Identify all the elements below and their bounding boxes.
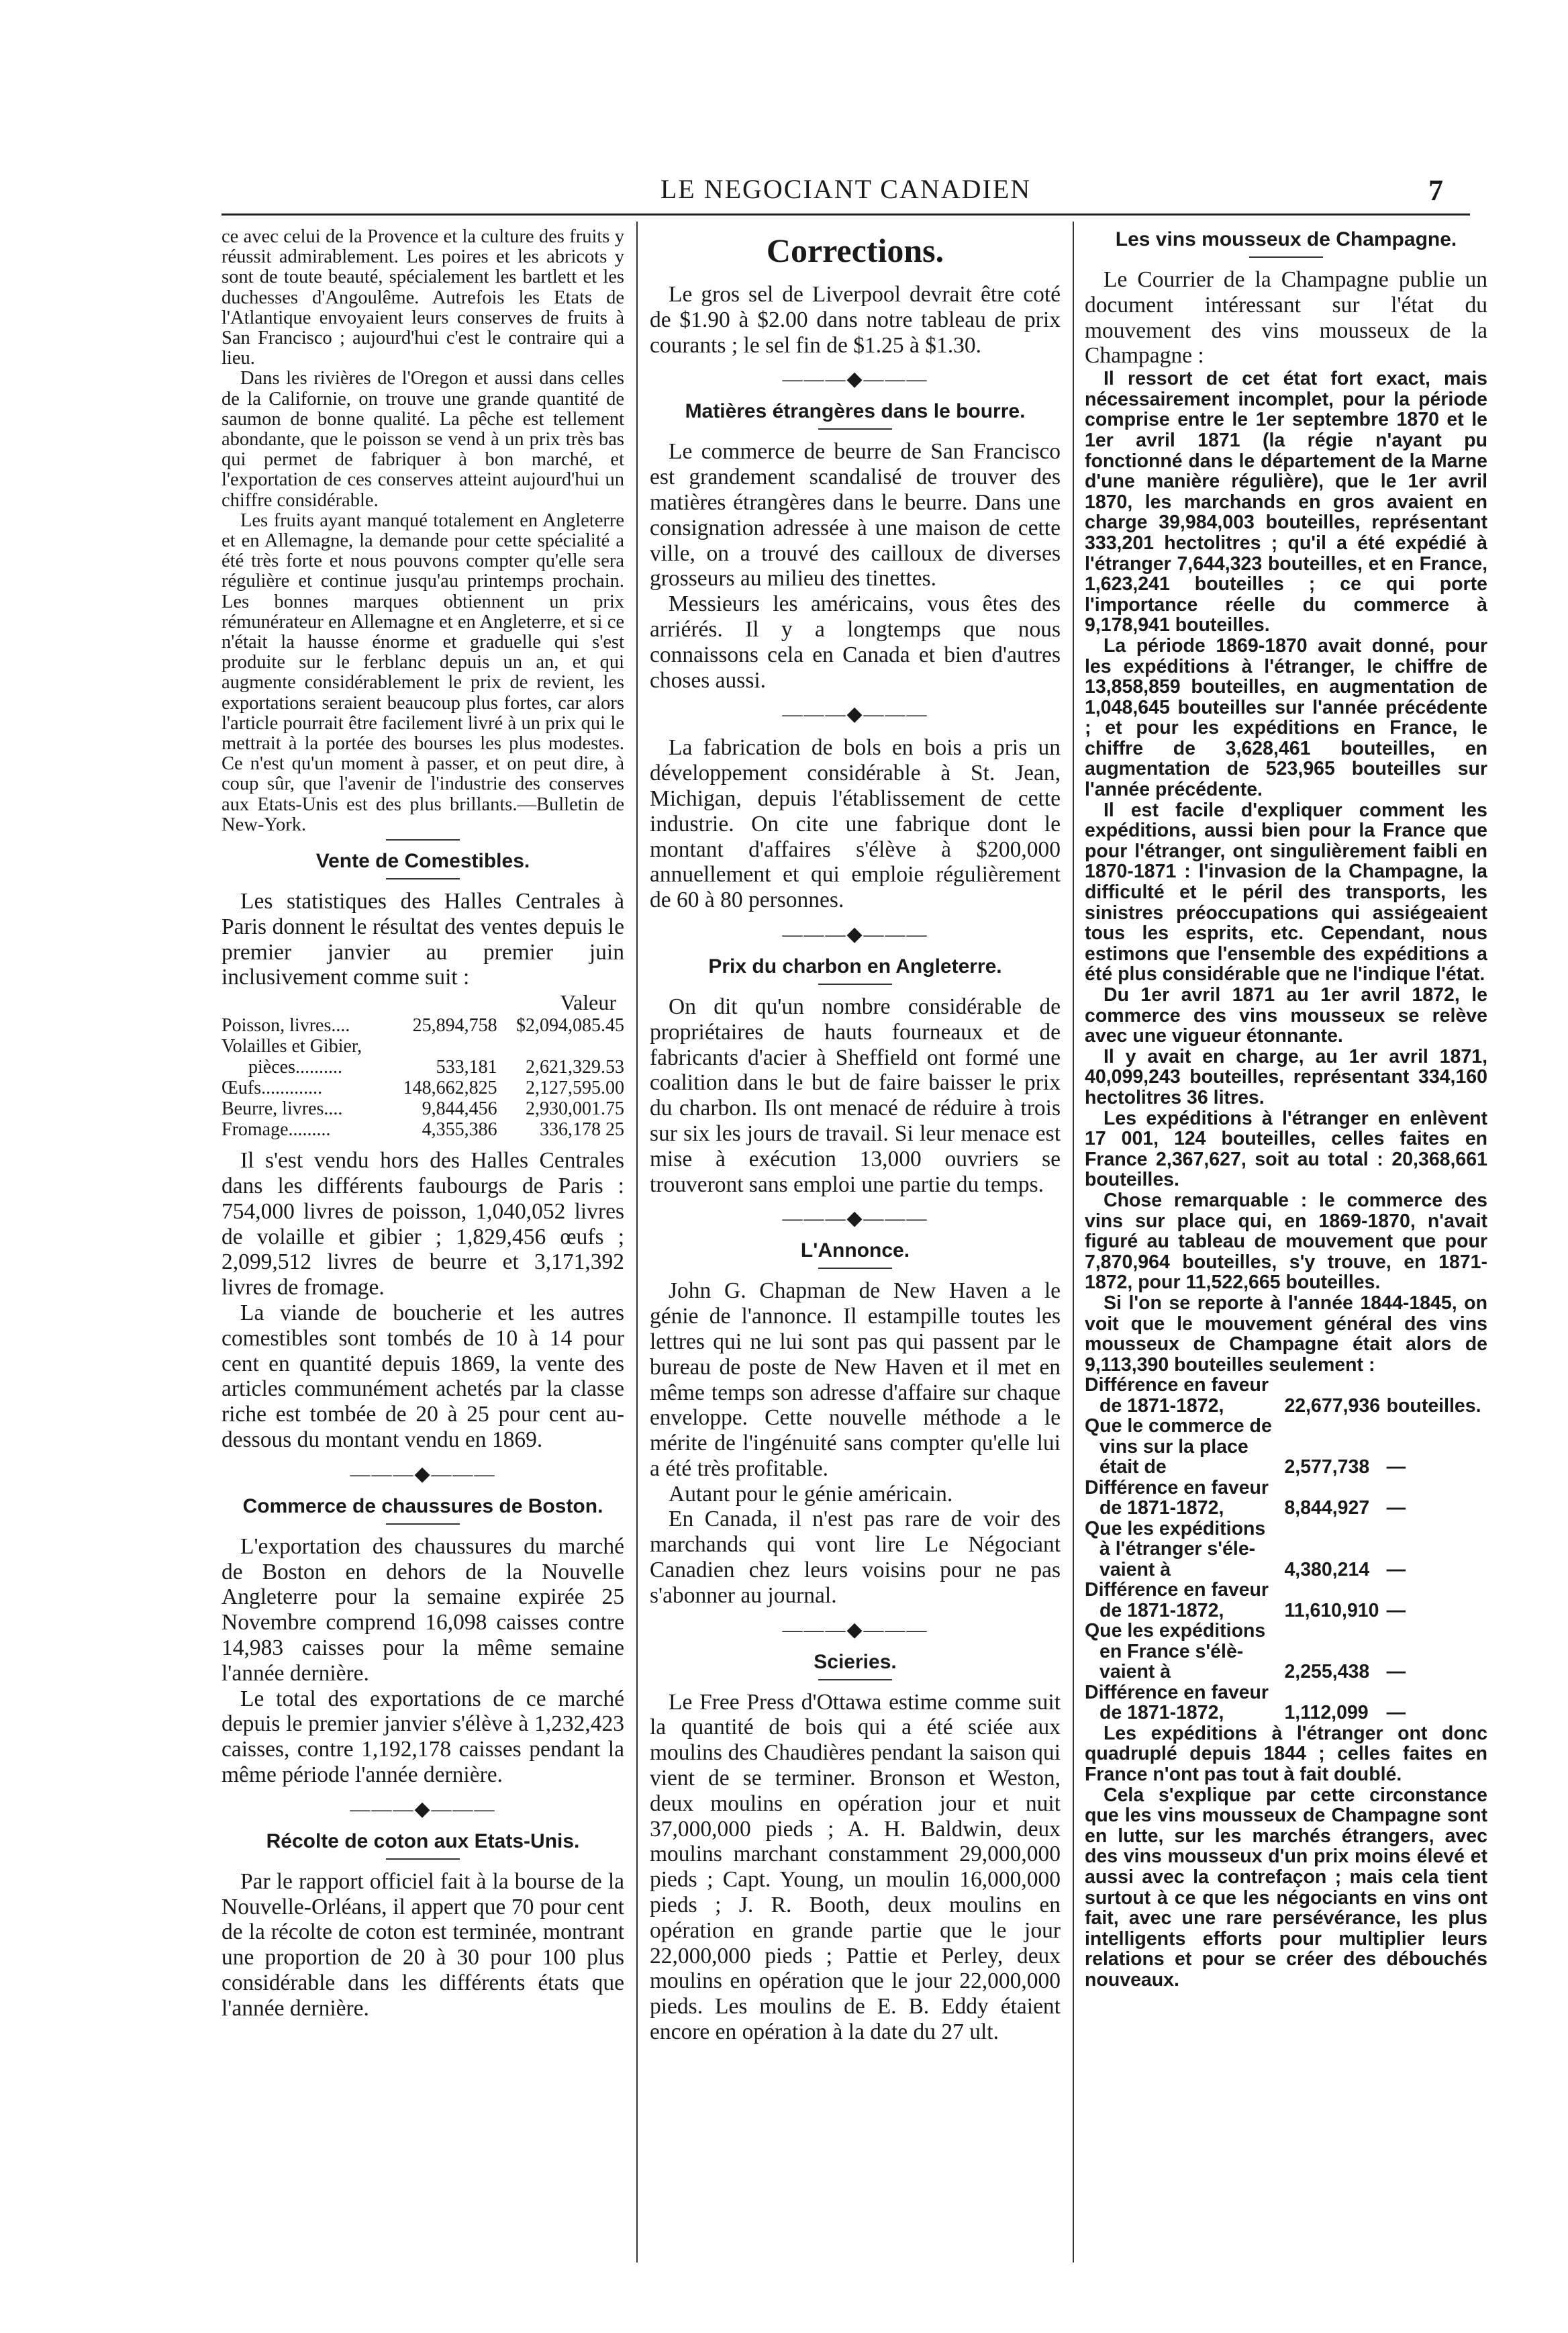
column-1 xyxy=(222,227,624,2266)
ornament-divider: ———◆——— xyxy=(782,1618,928,1641)
table-row: Différence en faveur de 1871-1872, 8,844,927 — xyxy=(1085,1476,1406,1519)
value-column-header: Valeur xyxy=(560,990,616,1015)
running-head xyxy=(222,173,1470,213)
paragraph: Cela s'explique par cette circonstance que les vins mousseux de Champagne sont en lutte, sur les marchés étrangers, avec des vins mousseux d'un prix moins élevé et aussi avec la contrefaçon ; mais cela tient surtout à ce que les négociants en vins ont fait, avec une rare persévérance, les plus intelligents efforts pour multiplier leurs relations et pour se créer des débouchés nouveaux. xyxy=(1085,1784,1487,1991)
heading-rule xyxy=(818,1679,892,1680)
paragraph: La fabrication de bols en bois a pris un développement considérable à St. Jean, Michigan, depuis l'établissement de cette industrie. On cite une fabrique dont le montant d'affaires s'élève à $200,000 annuellement et qui emploie régulièrement de 60 à 80 personnes. xyxy=(650,735,1061,913)
heading-matieres-etrangeres: Matières étrangères dans le bourre. xyxy=(685,400,1026,423)
heading-rule xyxy=(818,428,892,430)
section-rule xyxy=(386,839,460,841)
heading-vente-comestibles: Vente de Comestibles. xyxy=(315,850,530,873)
paragraph: Le Courrier de la Champagne publie un document intéressant sur l'état du mouvement des vins mousseux de la Champagne : xyxy=(1085,267,1487,369)
paragraph: Le commerce de beurre de San Francisco est grandement scandalisé de trouver des matières étrangères dans le beurre. Dans une consignation adressée à une maison de cette ville, on a trouvé des cailloux de diverses grosseurs au milieu des tinettes. xyxy=(650,439,1061,591)
heading-rule xyxy=(818,984,892,985)
paragraph: Chose remarquable : le commerce des vins sur place qui, en 1869-1870, n'avait figuré au tableau de mouvement que pour 7,870,964 bouteilles, s'y trouve, en 1871-1872, pour 11,522,665 bouteilles. xyxy=(1085,1189,1487,1294)
paragraph: Si l'on se reporte à l'année 1844-1845, on voit que le mouvement général des vins mousseux de Champagne était alors de 9,113,390 bouteilles seulement : xyxy=(1085,1292,1487,1376)
table-row: Différence en faveur de 1871-1872, 11,610,910 — xyxy=(1085,1579,1406,1621)
table-row: Différence en faveur de 1871-1872, 1,112,099 — xyxy=(1085,1681,1406,1724)
column-2 xyxy=(650,227,1061,2266)
ornament-divider: ———◆——— xyxy=(350,1462,496,1485)
ornament-divider: ———◆——— xyxy=(782,1207,928,1230)
paragraph: L'exportation des chaussures du marché de Boston en dehors de la Nouvelle Angleterre pour la semaine expirée 25 Novembre comprend 16,098 caisses contre 14,983 caisses pour la même semaine l'année dernière. xyxy=(222,1533,624,1686)
paragraph: On dit qu'un nombre considérable de propriétaires de hauts fourneaux et de fabricants d'acier à Sheffield ont formé une coalition dans le but de faire baisser le prix du charbon. Ils ont menacé de réduire à trois sur six les jours de travail. Si leur menace est mise à exécution 13,000 ouvriers se trouveront sans emploi une partie du temps. xyxy=(650,994,1061,1197)
heading-rule xyxy=(818,1268,892,1269)
header-rule xyxy=(222,213,1470,216)
heading-rule xyxy=(386,1523,460,1525)
paragraph: Il est facile d'expliquer comment les expéditions, aussi bien pour la France que pour l'étranger, ont singulièrement faibli en 1870-1871 : l'invasion de la Champagne, la difficulté et le péril des transports, les sinistres préoccupations qui assiégeaient tous les esprits, etc. Cependant, nous estimons que l'ensemble des expéditions a été plus considérable que ne l'indique l'état. xyxy=(1085,799,1487,986)
ornament-divider: ———◆——— xyxy=(350,1797,496,1820)
article-continuation: ce avec celui de la Provence et la culture des fruits y réussit admirablement. Les poires et les abricots y sont de toute beauté, spécialement les bartlett et les duchesses d'Angoulême. Autrefois les Etats de l'Atlantique envoyaient leurs conserves de fruits à San Francisco ; aujourd'hui c'est le contraire qui a lieu. xyxy=(222,227,624,369)
paragraph: Il ressort de cet état fort exact, mais nécessairement incomplet, pour la période comprise entre le 1er septembre 1870 et le 1er avril 1871 (la régie n'ayant pu fonctionné dans le département de la Marne d'une manière régulière), que le 1er avril 1870, les marchands en gros avaient en charge 39,984,003 bouteilles, représentant 333,201 hectolitres ; qu'il a été expédié à l'étranger 7,644,323 bouteilles, et en France, 1,623,241 bouteilles ; ce qui porte l'importance réelle du commerce à 9,178,941 bouteilles. xyxy=(1085,368,1487,636)
heading-charbon: Prix du charbon en Angleterre. xyxy=(708,955,1002,978)
table-row: Fromage......... 4,355,386 336,178 25 xyxy=(222,1119,624,1141)
page-number: 7 xyxy=(1428,174,1443,207)
heading-rule xyxy=(386,1858,460,1860)
paragraph: John G. Chapman de New Haven a le génie de l'annonce. Il estampille toutes les lettres qui ne lui sont pas qui passent par le bureau de poste de New Haven et il met en même temps son adresse d'affaire sur chaque enveloppe. Cette nouvelle méthode a le mérite de l'ingénuité sans compter qu'elle lui a été très profitable. xyxy=(650,1278,1061,1481)
table-row: Œufs............. 148,662,825 2,127,595.00 xyxy=(222,1078,624,1099)
paragraph: Les fruits ayant manqué totalement en Angleterre et en Allemagne, la demande pour cette spécialité a été très forte et nous pouvons compter qu'elle sera régulière et continue jusqu'au printemps prochain. Les bonnes marques obtiennent un prix rémunérateur en Allemagne et en Angleterre, et si ce n'était la hausse énorme et graduelle qui s'est produite sur le ferblanc depuis un an, et qui augmente considérablement le prix de revient, les exportations seraient beaucoup plus fortes, car alors l'article pourrait être facilement livré à un prix qui le mettrait à la portée des bourses les plus modestes. Ce n'est qu'un moment à passer, et on peut dire, à coup sûr, que l'avenir de l'industrie des conserves aux Etats-Unis est des plus brillants.—Bulletin de New-York. xyxy=(222,510,624,835)
paragraph: La viande de boucherie et les autres comestibles sont tombés de 10 à 14 pour cent en quantité depuis 1869, la vente des articles communément achetés par la classe riche est tombée de 20 à 25 pour cent au-dessous du montant vendu en 1869. xyxy=(222,1300,624,1453)
paragraph: Le gros sel de Liverpool devrait être coté de $1.90 à $2.00 dans notre tableau de prix courants ; le sel fin de $1.25 à $1.30. xyxy=(650,282,1061,358)
sales-table xyxy=(222,1015,624,1140)
table-row: pièces.......... 533,181 2,621,329.53 xyxy=(248,1057,624,1078)
paragraph: Il y avait en charge, au 1er avril 1871, 40,099,243 bouteilles, représentant 334,160 hectolitres 36 litres. xyxy=(1085,1045,1487,1108)
table-row: Différence en faveur de 1871-1872, 22,677,936 bouteilles. xyxy=(1085,1374,1481,1417)
heading-scieries: Scieries. xyxy=(814,1650,897,1673)
paragraph: Par le rapport officiel fait à la bourse de la Nouvelle-Orléans, il appert que 70 pour cent de la récolte de coton est terminée, montrant une proportion de 20 à 30 pour 100 plus considérable dans les différents états que l'année dernière. xyxy=(222,1868,624,2021)
paragraph: Les expéditions à l'étranger ont donc quadruplé depuis 1844 ; celles faites en France n'ont pas tout à fait doublé. xyxy=(1085,1722,1487,1785)
ornament-divider: ———◆——— xyxy=(782,703,928,726)
heading-annonce: L'Annonce. xyxy=(800,1239,910,1262)
paragraph: Dans les rivières de l'Oregon et aussi dans celles de la Californie, on trouve une grande quantité de saumon de bonne qualité. La pêche est tellement abondante, que le poisson se vend à un prix très bas qui permet de fabriquer à bon marché, et l'exportation de ces conserves atteint aujourd'hui un chiffre considérable. xyxy=(222,368,624,511)
ornament-divider: ———◆——— xyxy=(782,368,928,391)
heading-corrections: Corrections. xyxy=(766,232,944,269)
comparison-table xyxy=(1085,1375,1487,1723)
paragraph: Les expéditions à l'étranger en enlèvent 17 001, 124 bouteilles, celles faites en France 2,367,627, soit au total : 20,368,661 bouteilles. xyxy=(1085,1107,1487,1191)
heading-champagne: Les vins mousseux de Champagne. xyxy=(1115,228,1457,250)
paragraph: En Canada, il n'est pas rare de voir des marchands qui vont lire Le Négociant Canadien chez leurs voisins pour ne pas s'abonner au journal. xyxy=(650,1507,1061,1608)
paragraph: Le Free Press d'Ottawa estime comme suit la quantité de bois qui a été sciée aux moulins des Chaudières pendant la saison qui vient de se terminer. Bronson et Weston, deux moulins en opération jour et nuit 37,000,000 pieds ; A. H. Baldwin, deux moulins marchant constamment 29,000,000 pieds ; Capt. Young, un moulin 16,000,000 pieds ; J. R. Booth, deux moulins en opération en grande partie que le jour 22,000,000 pieds ; Pattie et Perley, deux moulins en opération que le jour 22,000,000 pieds. Les moulins de E. B. Eddy étaient encore en opération à la date du 27 ult. xyxy=(650,1689,1061,2045)
paragraph: Autant pour le génie américain. xyxy=(669,1481,953,1507)
column-separator xyxy=(636,222,638,2263)
table-row: Volailles et Gibier, xyxy=(222,1036,362,1057)
table-row: Beurre, livres.... 9,844,456 2,930,001.75 xyxy=(222,1098,624,1120)
heading-coton: Récolte de coton aux Etats-Unis. xyxy=(266,1829,580,1852)
heading-rule xyxy=(386,878,460,879)
table-row: Que les expéditions à l'étranger s'éle- vaient à 4,380,214 — xyxy=(1085,1517,1406,1580)
paragraph: Le total des exportations de ce marché depuis le premier janvier s'élève à 1,232,423 caisses, contre 1,192,178 caisses pendant la même période l'année dernière. xyxy=(222,1686,624,1788)
ornament-divider: ———◆——— xyxy=(782,922,928,945)
page-title: LE NEGOCIANT CANADIEN xyxy=(660,174,1032,204)
paragraph: La période 1869-1870 avait donné, pour les expéditions à l'étranger, le chiffre de 13,858,859 bouteilles, en augmentation de 1,048,645 bouteilles sur l'année précédente ; et pour les expéditions en France, le chiffre de 3,628,461 bouteilles, en augmentation de 523,965 bouteilles sur l'année précédente. xyxy=(1085,634,1487,801)
table-row: Poisson, livres.... 25,894,758 $2,094,085.45 xyxy=(222,1015,624,1037)
paragraph: Les statistiques des Halles Centrales à Paris donnent le résultat des ventes depuis le premier janvier au premier juin inclusivement comme suit : xyxy=(222,889,624,990)
paragraph: Il s'est vendu hors des Halles Centrales dans les différents faubourgs de Paris : 754,000 livres de poisson, 1,040,052 livres de volaille et gibier ; 1,829,456 œufs ; 2,099,512 livres de beurre et 3,171,392 livres de fromage. xyxy=(222,1148,624,1300)
column-separator xyxy=(1073,222,1074,2263)
table-row: Que les expéditions en France s'élè- vaient à 2,255,438 — xyxy=(1085,1620,1406,1683)
table-row: Que le commerce de vins sur la place était de 2,577,738 — xyxy=(1085,1415,1406,1478)
heading-boston: Commerce de chaussures de Boston. xyxy=(242,1494,603,1517)
column-3 xyxy=(1085,227,1487,2266)
heading-rule xyxy=(1249,256,1323,258)
paragraph: Du 1er avril 1871 au 1er avril 1872, le commerce des vins mousseux se relève avec une vigueur étonnante. xyxy=(1085,984,1487,1047)
paragraph: Messieurs les américains, vous êtes des arriérés. Il y a longtemps que nous connaissons cela en Canada et bien d'autres choses aussi. xyxy=(650,591,1061,693)
